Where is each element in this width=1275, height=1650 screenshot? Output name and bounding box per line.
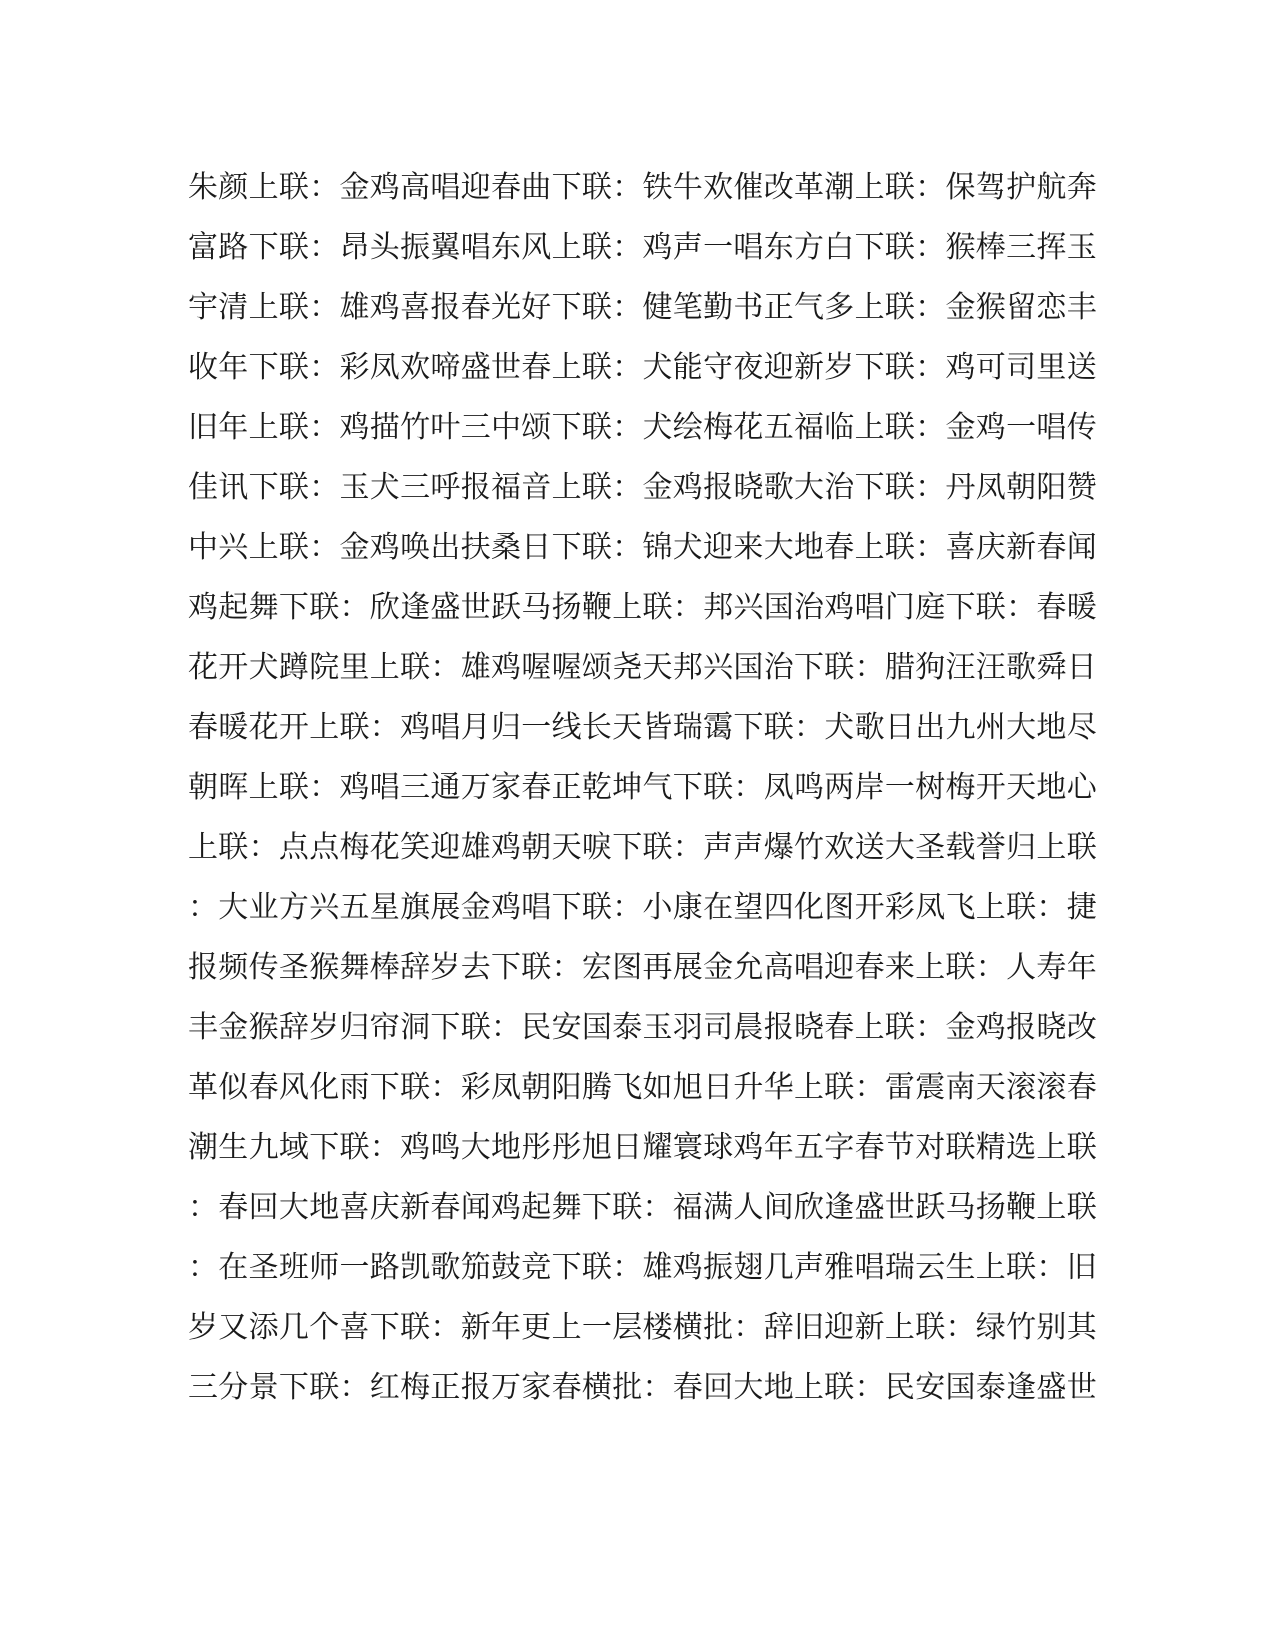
text-line: 佳讯下联：玉犬三呼报福音上联：金鸡报晓歌大治下联：丹凤朝阳赞 bbox=[188, 470, 1097, 505]
text-line: 花开犬蹲院里上联：雄鸡喔喔颂尧天邦兴国治下联：腊狗汪汪歌舜日 bbox=[188, 650, 1097, 685]
text-line: 报频传圣猴舞棒辞岁去下联：宏图再展金允高唱迎春来上联：人寿年 bbox=[188, 950, 1097, 985]
text-line: 朱颜上联：金鸡高唱迎春曲下联：铁牛欢催改革潮上联：保驾护航奔 bbox=[188, 170, 1097, 205]
text-line: 宇清上联：雄鸡喜报春光好下联：健笔勤书正气多上联：金猴留恋丰 bbox=[188, 290, 1097, 325]
text-line: ：在圣班师一路凯歌笳鼓竞下联：雄鸡振翅几声雅唱瑞云生上联：旧 bbox=[188, 1250, 1097, 1285]
text-line: 丰金猴辞岁归帘洞下联：民安国泰玉羽司晨报晓春上联：金鸡报晓改 bbox=[188, 1010, 1097, 1045]
text-line: 三分景下联：红梅正报万家春横批：春回大地上联：民安国泰逢盛世 bbox=[188, 1370, 1097, 1405]
text-line: 朝晖上联：鸡唱三通万家春正乾坤气下联：凤鸣两岸一树梅开天地心 bbox=[188, 770, 1097, 805]
body-text bbox=[188, 158, 1097, 1418]
text-line: 收年下联：彩凤欢啼盛世春上联：犬能守夜迎新岁下联：鸡可司里送 bbox=[188, 350, 1097, 385]
text-line: 旧年上联：鸡描竹叶三中颂下联：犬绘梅花五福临上联：金鸡一唱传 bbox=[188, 410, 1097, 445]
text-line: 潮生九域下联：鸡鸣大地彤彤旭日耀寰球鸡年五字春节对联精选上联 bbox=[188, 1130, 1097, 1165]
text-line: ：春回大地喜庆新春闻鸡起舞下联：福满人间欣逢盛世跃马扬鞭上联 bbox=[188, 1190, 1097, 1225]
text-line: ：大业方兴五星旗展金鸡唱下联：小康在望四化图开彩凤飞上联：捷 bbox=[188, 890, 1097, 925]
text-line: 富路下联：昂头振翼唱东风上联：鸡声一唱东方白下联：猴棒三挥玉 bbox=[188, 230, 1097, 265]
text-line: 岁又添几个喜下联：新年更上一层楼横批：辞旧迎新上联：绿竹别其 bbox=[188, 1310, 1097, 1345]
text-line: 上联：点点梅花笑迎雄鸡朝天唳下联：声声爆竹欢送大圣载誉归上联 bbox=[188, 830, 1097, 865]
text-line: 鸡起舞下联：欣逢盛世跃马扬鞭上联：邦兴国治鸡唱门庭下联：春暖 bbox=[188, 590, 1097, 625]
text-line: 春暖花开上联：鸡唱月归一线长天皆瑞霭下联：犬歌日出九州大地尽 bbox=[188, 710, 1097, 745]
text-line: 革似春风化雨下联：彩凤朝阳腾飞如旭日升华上联：雷震南天滚滚春 bbox=[188, 1070, 1097, 1105]
text-line: 中兴上联：金鸡唤出扶桑日下联：锦犬迎来大地春上联：喜庆新春闻 bbox=[188, 530, 1097, 565]
